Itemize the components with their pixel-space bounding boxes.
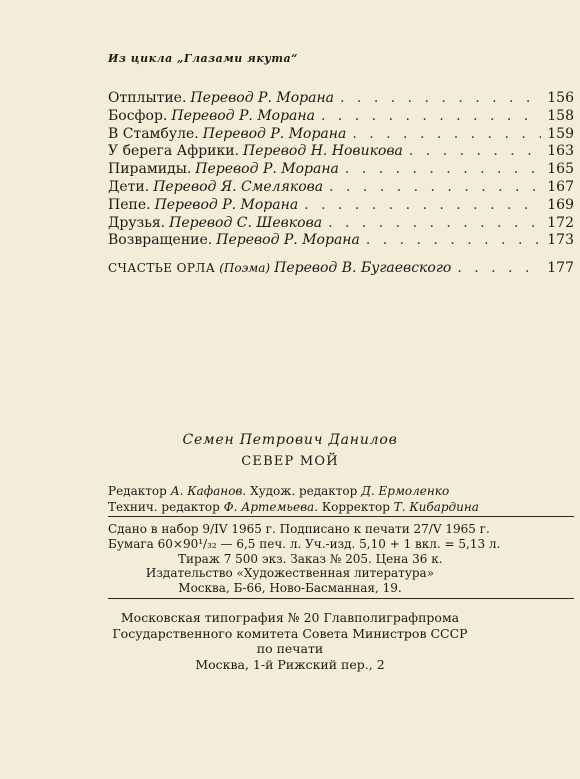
credit-role: Корректор xyxy=(321,500,390,514)
printer-line: Московская типография № 20 Главполиграфпрома xyxy=(120,610,460,625)
toc-entry xyxy=(108,161,574,179)
toc-entry-title: В Стамбуле. xyxy=(108,125,199,142)
dot-leader xyxy=(328,215,541,231)
printer-block xyxy=(0,610,580,672)
dot-leader xyxy=(457,260,541,276)
dot-leader xyxy=(321,108,541,124)
toc-entry-page: 159 xyxy=(547,125,574,142)
toc-entry-translator: Перевод Р. Морана xyxy=(190,90,335,106)
credit-name: Ф. Артемьева. xyxy=(223,500,319,514)
toc-entry-title: Друзья. xyxy=(108,214,166,231)
toc-entry-title: Отплытие. xyxy=(108,90,187,106)
toc-entry-page: 172 xyxy=(547,214,574,231)
toc-entry xyxy=(108,197,574,215)
imprint-line: Бумага 60×90¹/₃₂ — 6,5 печ. л. Уч.-изд. 5,10 + 1 вкл. = 5,13 л. xyxy=(108,537,501,551)
toc-entry-title: Пепе. xyxy=(108,196,151,213)
toc-entry xyxy=(108,179,574,197)
divider xyxy=(108,598,574,599)
section-title: Из цикла „Глазами якута“ xyxy=(108,52,298,65)
toc-entry-page: 163 xyxy=(547,143,574,160)
toc-entry-page: 156 xyxy=(547,90,574,106)
imprint-line: Сдано в набор 9/IV 1965 г. Подписано к печати 27/V 1965 г. xyxy=(108,522,490,536)
toc-entry-page: 173 xyxy=(547,232,574,249)
toc-entry-title: Возвращение. xyxy=(108,232,213,249)
table-of-contents xyxy=(108,90,574,278)
toc-entry-translator: Перевод Р. Морана xyxy=(216,232,360,249)
toc-entry xyxy=(108,108,574,126)
toc-entry-page: 165 xyxy=(547,161,574,178)
toc-entry-title: СЧАСТЬЕ ОРЛА xyxy=(108,261,216,276)
toc-entry-page: 169 xyxy=(547,196,574,213)
dot-leader xyxy=(345,161,541,177)
dot-leader xyxy=(340,90,541,106)
dot-leader xyxy=(329,179,541,195)
toc-entry-translator: Перевод Р. Морана xyxy=(202,125,347,142)
publisher-block xyxy=(0,566,580,596)
toc-entry-translator: Перевод Я. Смелякова xyxy=(153,178,324,195)
printer-line: по печати xyxy=(256,641,324,656)
toc-entry xyxy=(108,232,574,250)
editorial-credits xyxy=(108,484,574,516)
toc-entry-translator: Перевод Р. Морана xyxy=(195,161,339,178)
credit-name: Т. Кибардина xyxy=(393,500,479,514)
toc-entry xyxy=(108,126,574,144)
dot-leader xyxy=(366,232,541,248)
credit-role: Худож. редактор xyxy=(250,484,358,498)
toc-entry-page: 177 xyxy=(547,260,574,277)
toc-entry xyxy=(108,143,574,161)
toc-entry-poem xyxy=(108,260,574,278)
imprint-line: Тираж 7 500 экз. Заказ № 205. Цена 36 к. xyxy=(178,552,443,566)
publisher-name: Издательство «Художественная литература» xyxy=(145,566,435,580)
toc-entry-title: Дети. xyxy=(108,178,150,195)
imprint-block xyxy=(108,522,574,567)
author-name: Семен Петрович Данилов xyxy=(182,432,398,448)
toc-entry-title: У берега Африки. xyxy=(108,143,240,160)
toc-entry-translator: Перевод Н. Новикова xyxy=(243,143,403,160)
printer-line: Москва, 1-й Рижский пер., 2 xyxy=(195,656,385,672)
credit-line xyxy=(108,500,574,516)
dot-leader xyxy=(409,143,541,159)
toc-entry-translator: Перевод Р. Морана xyxy=(171,107,315,124)
toc-entry-page: 158 xyxy=(547,107,574,124)
credit-name: А. Кафанов. xyxy=(170,484,247,498)
toc-entry-translator: Перевод Р. Морана xyxy=(154,196,299,213)
divider xyxy=(108,516,574,517)
toc-entry xyxy=(108,90,574,108)
toc-entry-translator: Перевод С. Шевкова xyxy=(169,214,323,231)
credit-name: Д. Ермоленко xyxy=(361,484,450,498)
toc-entry-title: Пирамиды. xyxy=(108,161,192,178)
dot-leader xyxy=(352,126,541,142)
credit-role: Редактор xyxy=(108,484,167,498)
toc-entry xyxy=(108,215,574,233)
printer-line: Государственного комитета Совета Министров СССР xyxy=(112,625,468,641)
toc-entry-title: Босфор. xyxy=(108,107,168,124)
credit-line xyxy=(108,484,574,500)
toc-entry-page: 167 xyxy=(547,178,574,195)
credit-role: Технич. редактор xyxy=(108,500,220,514)
book-title: СЕВЕР МОЙ xyxy=(241,454,339,469)
publisher-address: Москва, Б-66, Ново-Басманная, 19. xyxy=(178,581,402,595)
dot-leader xyxy=(304,197,541,213)
toc-entry-subtitle: (Поэма) xyxy=(219,261,271,276)
toc-entry-translator: Перевод В. Бугаевского xyxy=(274,260,452,277)
